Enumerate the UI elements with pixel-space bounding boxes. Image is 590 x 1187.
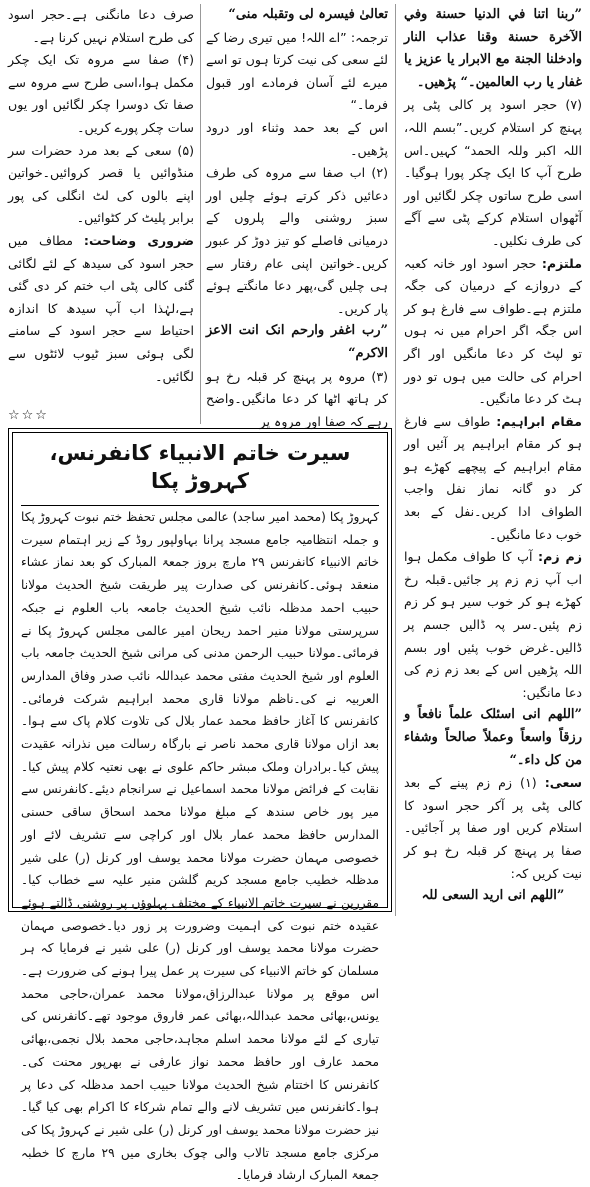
step-4-paragraph: (۴) صفا سے مروہ تک ایک چکر مکمل ہوا،اسی طرح سے مروہ سے صفا تک دوسرا چکر لگائیں اور یوں سات چکر پورے کریں۔ [8, 52, 194, 135]
middle-arabic-continuation: تعالیٰ فیسرہ لی وتقبلہ منی“ [228, 7, 388, 22]
translation-paragraph: ترجمہ: ”اے اللہ! میں تیری رضا کے لئے سعی کی نیت کرتا ہوں تو اسے میرے لئے آسان فرمادے اور قبول فرما۔“ [206, 29, 388, 113]
sai-paragraph [404, 772, 582, 885]
column-divider-left [200, 4, 201, 424]
maqam-paragraph [404, 411, 582, 547]
left-column [8, 4, 194, 388]
multazam-paragraph [404, 253, 582, 411]
news-title: سیرت خاتم الانبیاء کانفرنس، کہروڑ پکا [49, 441, 351, 493]
maqam-text: طواف سے فارغ ہو کر مقام ابراہیم پر آئیں اور مقام ابراہیم کے پیچھے کھڑے ہو کر دو گانہ نماز نفل واجب الطواف ادا کریں۔نفل کے بعد خوب دعا مانگیں۔ [404, 413, 582, 542]
zamzam-text: آپ کا طواف مکمل ہوا اب آپ زم زم پر جائیں۔قبلہ رخ کھڑے ہو کر خوب سیر ہو کر زم زم پئیں۔سر پہ ڈالیں جسم پر ڈالیں۔غرض خوب پئیں اور بسم اللہ پڑھیں اس کے بعد زم زم کی دعا مانگیں: [404, 549, 582, 700]
clarification-paragraph [8, 230, 194, 388]
news-box [8, 428, 392, 1183]
left-continuation-paragraph: صرف دعا مانگنی ہے۔حجر اسود کی طرح استلام نہیں کرنا ہے۔ [8, 7, 194, 45]
news-body: کہروڑ پکا (محمد امیر ساجد) عالمی مجلس تحفظ ختم نبوت کہروڑ پکا و جملہ انتظامیہ جامع مسجد پرانا بہاولپور روڈ کے زیر اہتمام سیرت خاتم الانبیاء کانفرنس ۲۹ مارچ بروز جمعۃ المبارک کو بعد نماز عشاء منعقد ہوئی۔کانفرنس کی صدارت پیر طریقت شیخ الحدیث مولانا حبیب احمد مدظلہ نائب شیخ الحدیث جامعہ باب العلوم نے جبکہ سرپرستی مولانا منیر احمد ریحان امیر عالمی مجلس کہروڑ پکا نے فرمائی۔مولانا حبیب الرحمن مدنی کی مرانی شیخ الحدیث جامعہ باب العلوم اور شیخ الحدیث مفتی محمد عبداللہ نائب صدر وفاق المدارس العربیہ نے کی۔ناظم مولانا قاری محمد ابراہیم شرکت فرمائی۔کانفرنس کا آغاز حافظ محمد عمار بلال کی تلاوت کلام پاک سے ہوا۔بعد ازاں مولانا قاری محمد ناصر نے بارگاہ رسالت میں نذرانہ عقیدت پیش کیا۔برادران وملک مبشر حاکم علوی نے بھی نعتیہ کلام پیش کیا۔نقابت کے فرائض مولانا محمد اسماعیل نے سرانجام دیئے۔کانفرنس سے میر پور خاص سندھ کے مبلغ مولانا محمد اسحاق ساقی حسنی المدارس حافظ محمد عمار بلال اور کراچی سے تشریف لائے اور خصوصی مہمان حضرت مولانا محمد یوسف اور کرنل (ر) علی شیر مدظلہ خطیب جامع مسجد کریم گلشن منیر علیہ سے خطاب کیا۔مقررین نے سیرت خاتم الانبیاء کے مختلف پہلوؤں پر روشنی ڈالتے ہوئے عقیدہ ختم نبوت کی اہمیت وضرورت پر زور دیا۔خصوصی مہمان حضرت مولانا محمد یوسف اور کرنل (ر) علی شیر نے فرمایا کہ ہر مسلمان کو خاتم الانبیاء کی سیرت پر عمل پیرا ہونے کی ضرورت ہے۔اس موقع پر مولانا عبدالرزاق،مولانا محمد عمران،حاجی محمد یونس،بھائی محمد عبداللہ،بھائی عمر فاروق موجود تھے۔کانفرنس کی تیاری کے لئے مولانا محمد اسلم مجاہد،حاجی محمد بلال نجمی،بھائی محمد عارف اور حافظ محمد نواز عارفی نے بھرپور محنت کی۔کانفرنس کا اختتام شیخ الحدیث مولانا حبیب احمد مدظلہ کی دعا پر ہوا۔کانفرنس میں تشریف لانے والے تمام شرکاء کا اکرام بھی کیا گیا۔نیز حضرت مولانا محمد یوسف اور کرنل (ر) علی شیر نے کہروڑ پکا کی مرکزی جامع مسجد تالاب والی چوک بخاری میں ۲۹ مارچ کا خطبہ جمعۃ المبارک ارشاد فرمایا۔ [21, 510, 379, 1183]
zamzam-heading: زم زم: [538, 549, 582, 565]
news-box-inner [12, 432, 388, 1183]
right-column [404, 4, 582, 908]
maqam-heading: مقام ابراہیم: [496, 413, 582, 429]
step-5-paragraph: (۵) سعی کے بعد مرد حضرات سر منڈوائیں یا قصر کروائیں۔خواتین اپنے بالوں کی لٹ انگلی کی پور برابر پلیٹ کر کٹوائیں۔ [8, 142, 194, 226]
zamzam-paragraph [404, 546, 582, 704]
sai-niyyah-arabic: ”اللهم انی ارید السعی للہ [421, 888, 565, 904]
rabbighfir-arabic: ”رب اغفر وارحم انک انت الاعز الاکرم“ [206, 323, 388, 361]
hamd-paragraph: اس کے بعد حمد وثناء اور درود پڑھیں۔ [206, 119, 388, 158]
step-3-paragraph: (۳) مروہ پر پہنچ کر قبلہ رخ ہو کر ہاتھ اٹھا کر دعا مانگیں۔واضح رہے کہ صفا اور مروہ پر [206, 368, 388, 429]
middle-column [206, 4, 388, 433]
news-title-frame [21, 439, 379, 506]
multazam-heading: ملتزم: [541, 255, 582, 271]
step-7-paragraph: (۷) حجر اسود پر کالی پٹی پر پہنچ کر استلام کریں۔”بسم اللہ، اللہ اکبر وللہ الحمد“ کہیں۔اس طرح آپ کا ایک چکر پورا ہوگیا۔اسی طرح ساتوں چکر لگائیں اور آٹھواں استلام کرکے پٹی سے آگے کی طرف نکلیں۔ [404, 97, 582, 248]
news-title-wrap [21, 439, 379, 506]
clarification-heading: ضروری وضاحت: [83, 232, 194, 248]
sai-text: (۱) زم زم پینے کے بعد کالی پٹی پر آکر حجر اسود کا استلام کریں اور صفا پر آجائیں۔صفا پر پہنچ کر قبلہ رخ ہو کر نیت کریں کہ: [404, 775, 582, 881]
sai-heading: سعی: [544, 775, 582, 791]
dua-arabic-text: ”ربنا اتنا في الدنيا حسنة وفي الآخرة حسنة وقنا عذاب النار وادخلنا الجنة مع الابرار یا عزیز یا غفار یا رب العالمین۔“ پڑھیں۔ [404, 7, 582, 90]
column-divider-right [395, 4, 396, 916]
zamzam-dua-arabic: ”اللهم انی اسئلک علماً نافعاً و رزقاً واسعاً وعملاً صالحاً وشفاء من کل داء۔“ [404, 707, 582, 768]
clarification-text: مطاف میں حجر اسود کی سیدھ کے لئے لگائی گئی کالی پٹی اب ختم کر دی گئی ہے،لہٰذا اب آپ سیدھ کا اندازہ احتیاط سے حجر اسود کے سامنے لگی ہوئی سبز ٹیوب لائٹوں سے لگائیں۔ [8, 232, 194, 384]
section-end-stars: ☆☆☆ [8, 408, 49, 423]
multazam-text: حجر اسود اور خانہ کعبہ کے دروازے کے درمیان کی جگہ ملتزم ہے۔طواف سے فارغ ہو کر اس جگہ اگر احرام میں نہ ہوں تو لپٹ کر دعا مانگیں اور اگر احرام کی حالت میں ہوں تو دور ہٹ کر دعا مانگیں۔ [404, 255, 582, 407]
step-2-paragraph: (۲) اب صفا سے مروہ کی طرف دعائیں ذکر کرتے ہوئے چلیں اور سبز روشنی والے پلروں کے درمیانی فاصلے کو تیز دوڑ کر عبور کریں۔خواتین اپنی عام رفتار سے ہی چلیں گی،پھر دعا مانگتے ہوئے پار کریں۔ [206, 165, 388, 316]
